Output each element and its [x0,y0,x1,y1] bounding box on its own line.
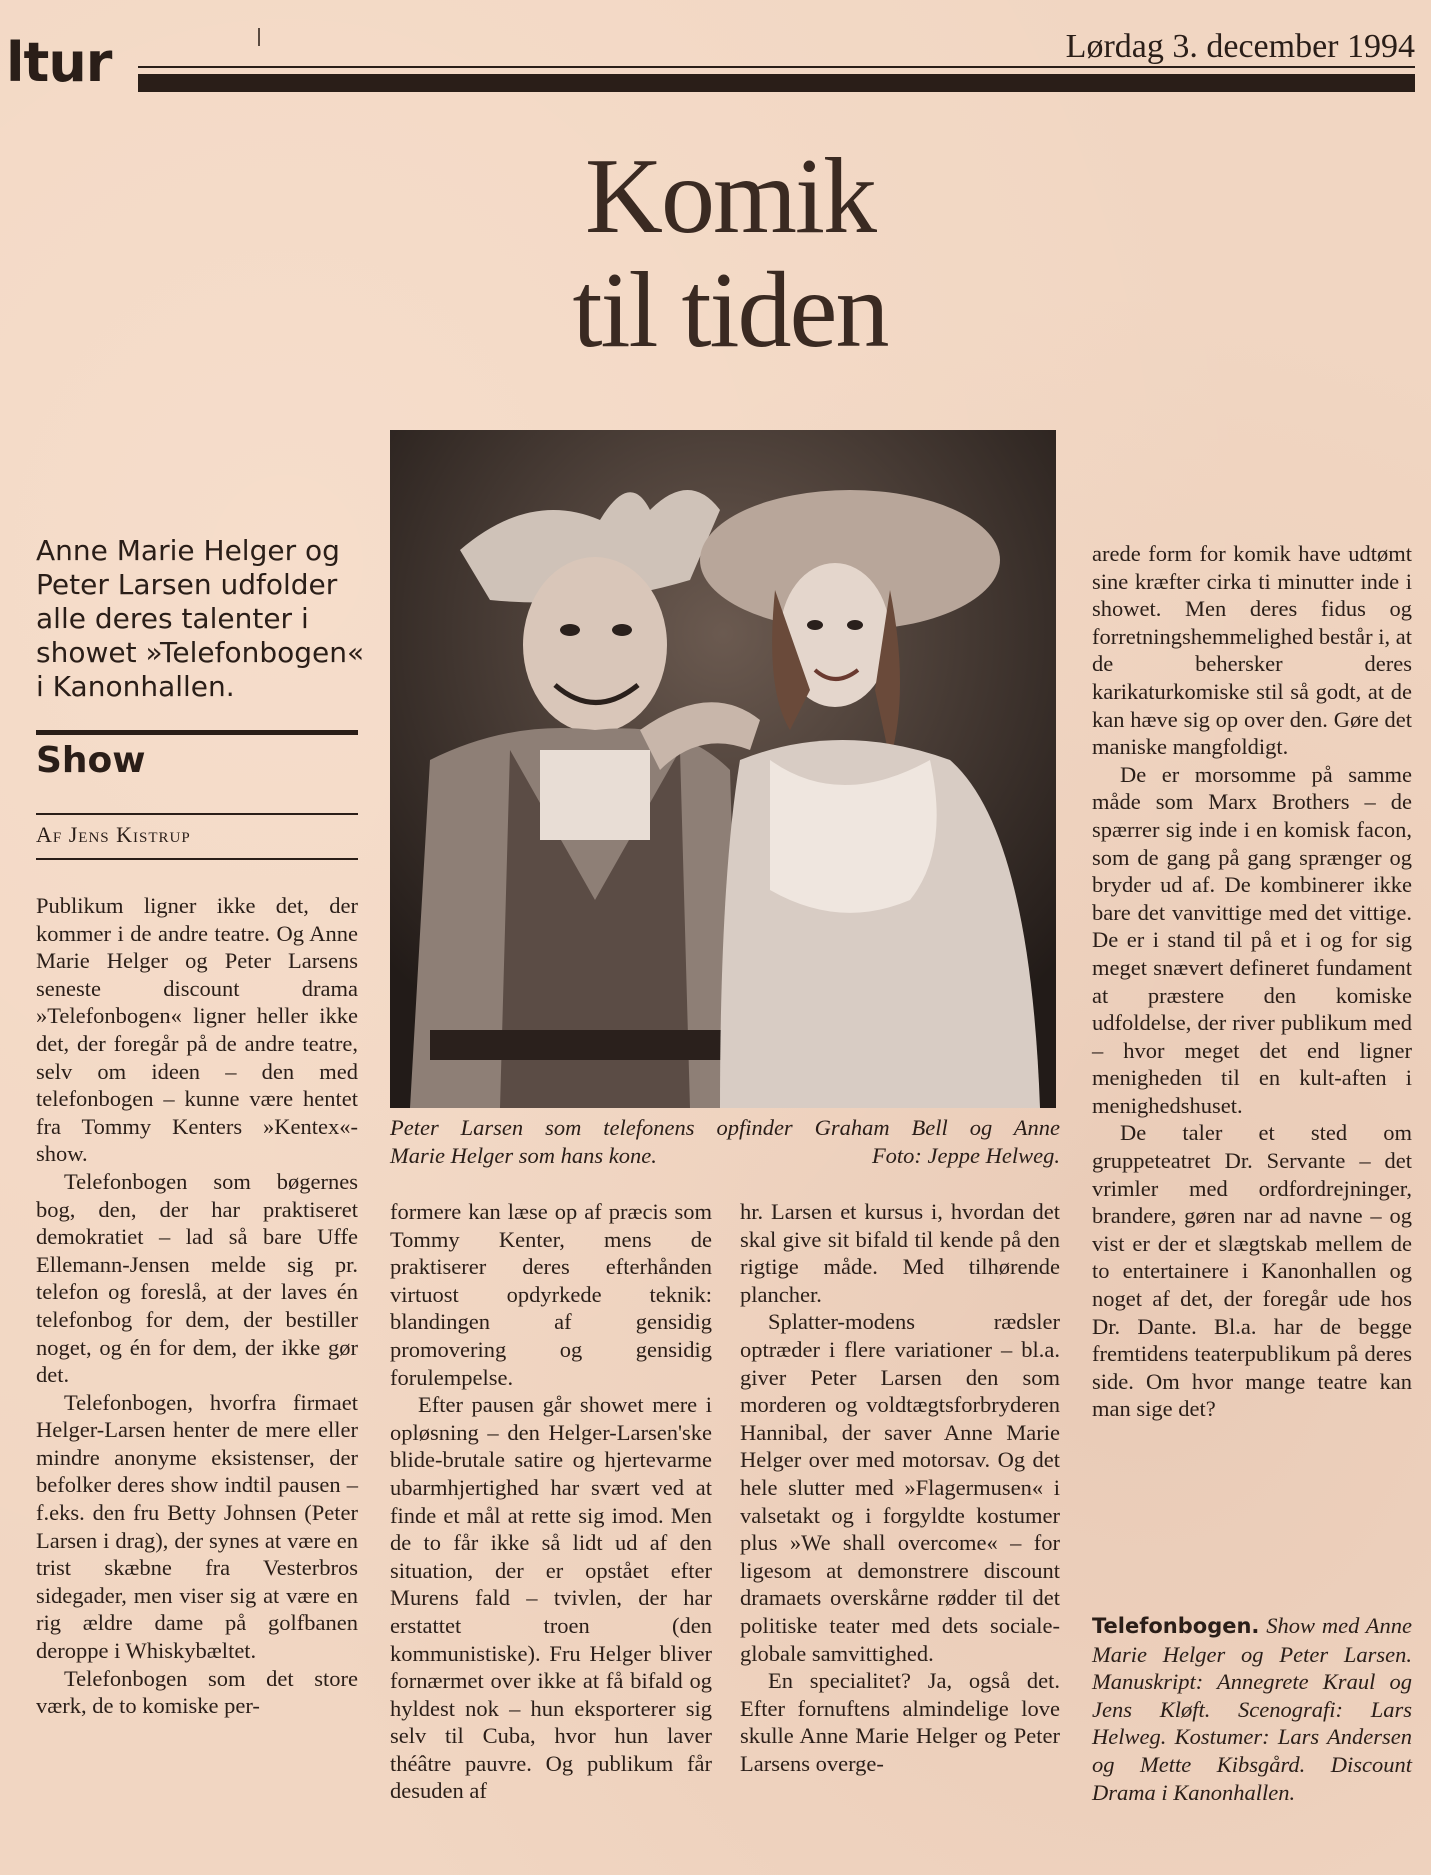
article-photo [390,430,1056,1108]
paragraph: Telefonbogen, hvorfra firmaet Helger-Larsen henter de mere eller mindre anonyme eksistenser, der befolker deres show indtil pausen – f.eks. den fru Betty Johnsen (Peter Larsen i drag), der synes at være en trist skæbne fra Vesterbros sidegader, men viser sig at være en rig ældre dame på golfbanen deroppe i Whiskybæltet. [36,1389,358,1664]
credits-text: Show med Anne Marie Helger og Peter Larsen. Manuskript: Annegrete Kraul og Jens Kløft. Scenografi: Lars Helweg. Kostumer: Lars Andersen og Mette Kibsgård. Discount Drama i Kanonhallen. [1092,1613,1412,1805]
photo-credit: Foto: Jeppe Helweg. [871,1143,1060,1168]
article-column-4 [1092,540,1412,1423]
headline-line-1: Komik [584,137,875,256]
paragraph: Publikum ligner ikke det, der kommer i de andre teatre. Og Anne Marie Helger og Peter Larsens seneste discount drama »Telefonbogen« ligner heller ikke det, der foregår på de andre teatre, selv om ideen – den med telefonbogen – kunne være hentet fra Tommy Kenters »Kentex«-show. [36,893,358,1167]
paragraph: formere kan læse op af præcis som Tommy Kenter, mens de praktiserer deres efterhånden virtuost opdyrkede teknik: blandingen af gensidig promovering og gensidig forulempelse. [390,1199,712,1390]
article-column-3 [740,1198,1060,1777]
byline-rule-bottom [36,858,358,860]
byline: Af Jens Kistrup [36,822,191,847]
article-column-2 [390,1198,712,1805]
section-name: ltur [6,31,112,94]
paragraph: De taler et sted om gruppeteatret Dr. Servante – det vrimler med ordfordrejninger, brandere, gøren nar ad navne – og vist er der et slægtskab mellem de to entertainere i Kanonhallen og noget af det, der foregår ude hos Dr. Dante. Bl.a. har de begge fremtidens teaterpublikum på deres side. Om hvor mange teatre kan man sige det? [1092,1120,1412,1422]
header-rule-thin [138,66,1415,68]
credits-title: Telefonbogen. [1092,1614,1260,1638]
article-column-1 [36,892,358,1720]
byline-rule-top [36,813,358,815]
paragraph: Telefonbogen som det store værk, de to komiske per- [36,1665,358,1719]
caption-line-2: Marie Helger som hans kone. [390,1143,657,1168]
paragraph: hr. Larsen et kursus i, hvordan det skal give sit bifald til kende på den rigtige måde. Med tilhørende plancher. [740,1199,1060,1307]
print-mark [258,28,260,46]
rubric-rule [36,730,358,735]
performers-photo-illustration [390,430,1056,1108]
paragraph: Splatter-modens rædsler optræder i flere variationer – bl.a. giver Peter Larsen den som morderen og voldtægtsforbryderen Hannibal, der saver Anne Marie Helger over med motorsav. Og det hele slutter med »Flagermusen« i valsetakt og i forgyldte kostumer plus »We shall overcome« – for ligesom at demonstrere discount dramaets overskårne rødder til det politiske teater med dets sociale-globale samvittighed. [740,1309,1060,1666]
issue-date: Lørdag 3. december 1994 [1065,28,1415,65]
caption-line-1: Peter Larsen som telefonens opfinder Graham Bell og Anne [390,1115,1060,1140]
photo-caption [390,1114,1060,1170]
headline [380,137,1080,370]
header-rule-thick [138,74,1415,92]
rubric-label: Show [36,740,146,781]
paragraph: arede form for komik have udtømt sine kræfter cirka ti minutter inde i showet. Men deres fidus og forretningshemmelighed består i, at de behersker deres karikaturkomiske stil så godt, at de kan hæve sig op over den. Gøre det maniske mangfoldigt. [1092,541,1412,760]
production-credits [1092,1612,1412,1806]
paragraph: En specialitet? Ja, også det. Efter fornuftens almindelige love skulle Anne Marie Helger og Peter Larsens overge- [740,1668,1060,1776]
paragraph: Telefonbogen som bøgernes bog, den, der har praktiseret demokratiet – lad så bare Uffe Ellemann-Jensen melde sig pr. telefon og foreslå, at der laves én telefonbog for dem, der bestiller noget, og én for dem, der ikke gør det. [36,1168,358,1388]
paragraph: Efter pausen går showet mere i opløsning – den Helger-Larsen'ske blide-brutale satire og hjertevarme ubarmhjertighed har svært ved at finde et mål at rette sig imod. Men de to får ikke så lidt ud af den situation, der er opstået efter Murens fald – tvivlen, der har erstattet troen (den kommunistiske). Fru Helger bliver fornærmet over ikke at få bifald og hyldest nok – hun eksporterer sig selv til Cuba, hvor hun laver théâtre pauvre. Og publikum får desuden af [390,1392,712,1804]
headline-line-2: til tiden [572,251,888,370]
paragraph: De er morsomme på samme måde som Marx Brothers – de spærrer sig inde i en komisk facon, som de gang på gang sprænger og bryder ud af. De kombinerer ikke bare det vanvittige med det vittige. De er i stand til på et i og for sig meget snævert defineret fundament at præstere den komiske udfoldelse, der river publikum med – hvor meget det end ligner menigheden til en kult-aften i menighedshuset. [1092,761,1412,1118]
article-intro: Anne Marie Helger og Peter Larsen udfolder alle deres talenter i showet »Telefonbogen« i Kanonhallen. [36,534,365,703]
